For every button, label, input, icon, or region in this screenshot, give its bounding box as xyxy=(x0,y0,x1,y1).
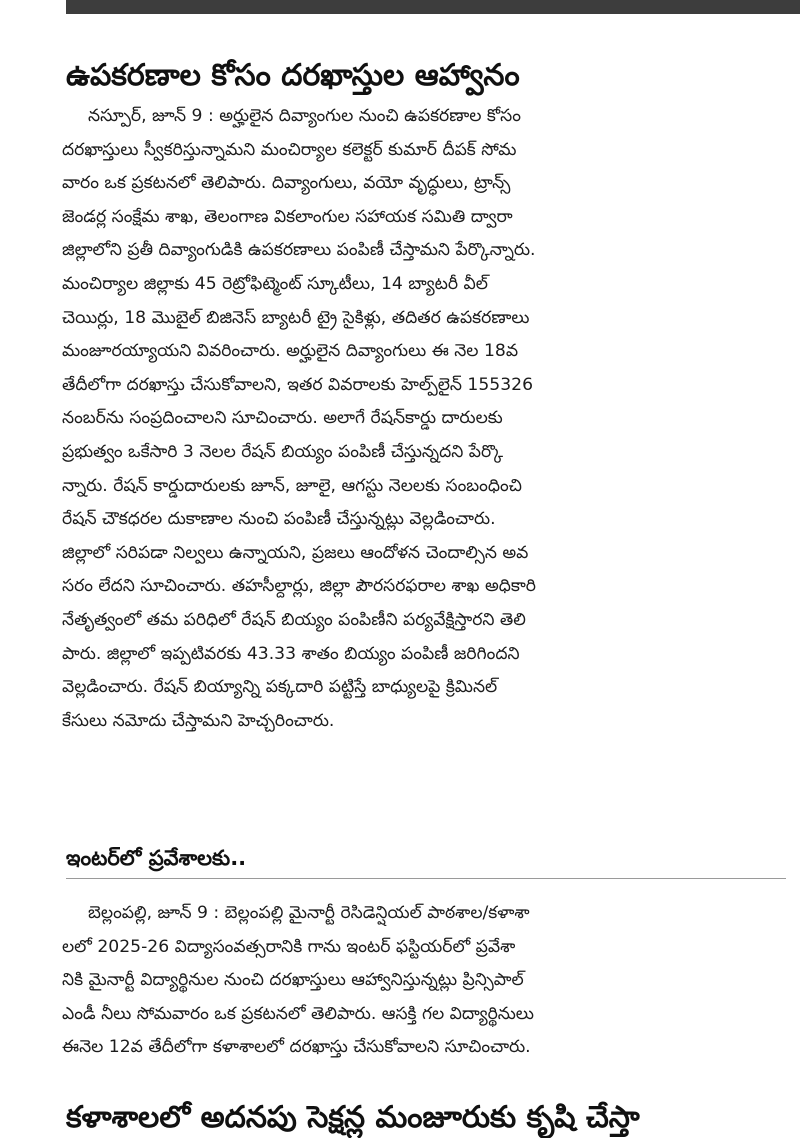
body-line: మంజూరయ్యాయని వివరించారు. అర్హులైన దివ్యాంగులు ఈ నెల 18వ xyxy=(62,341,519,362)
body-line: నంబర్‌ను సంప్రదించాలని సూచించారు. అలాగే రేషన్‌కార్డు దారులకు xyxy=(62,408,503,429)
body-line: నికి మైనార్టీ విద్యార్థినుల నుంచి దరఖాస్తులు ఆహ్వానిస్తున్నట్లు ప్రిన్సిపాల్ xyxy=(62,970,524,991)
body-line: జిల్లాలోని ప్రతీ దివ్యాంగుడికి ఉపకరణాలు పంపిణీ చేస్తామని పేర్కొన్నారు. xyxy=(62,240,536,261)
body-line: రేషన్ చౌకధరల దుకాణాల నుంచి పంపిణీ చేస్తున్నట్లు వెల్లడించారు. xyxy=(62,509,496,530)
article-headline: ఉపకరణాల కోసం దరఖాస్తుల ఆహ్వానం xyxy=(66,58,520,93)
body-line: నేతృత్వంలో తమ పరిధిలో రేషన్ బియ్యం పంపిణీని పర్యవేక్షిస్తారని తెలి xyxy=(62,609,526,630)
body-line: పారు. జిల్లాలో ఇప్పటివరకు 43.33 శాతం బియ్యం పంపిణీ జరిగిందని xyxy=(62,643,520,664)
article-body xyxy=(62,100,784,738)
body-line: చెయిర్లు, 18 మొబైల్ బిజినెస్ బ్యాటరీ ట్రై సైకిళ్లు, తదితర ఉపకరణాలు xyxy=(62,307,530,328)
body-line: న్నారు. రేషన్ కార్డుదారులకు జూన్, జూలై, ఆగస్టు నెలలకు సంబంధించి xyxy=(62,475,522,496)
section-divider xyxy=(66,878,786,879)
body-line: ప్రభుత్వం ఒకేసారి 3 నెలల రేషన్ బియ్యం పంపిణీ చేస్తున్నదని పేర్కొ xyxy=(62,441,504,462)
body-line: బెల్లంపల్లి, జూన్ 9 : బెల్లంపల్లి మైనార్టీ రెసిడెన్షియల్ పాఠశాల/కళాశా xyxy=(88,903,530,923)
body-line: వారం ఒక ప్రకటనలో తెలిపారు. దివ్యాంగులు, వయో వృద్ధులు, ట్రాన్స్ xyxy=(62,173,511,194)
section-body xyxy=(62,897,784,1065)
next-article-headline: కళాశాలలో అదనపు సెక్షన్ల మంజూరుకు కృషి చేస్తా xyxy=(66,1100,640,1135)
body-line: ఎండీ నీలు సోమవారం ఒక ప్రకటనలో తెలిపారు. ఆసక్తి గల విద్యార్థినులు xyxy=(62,1003,534,1024)
body-line: కేసులు నమోదు చేస్తామని హెచ్చరించారు. xyxy=(62,710,335,731)
top-rule-bar xyxy=(66,0,800,14)
body-line: మంచిర్యాల జిల్లాకు 45 రెట్రోఫిట్మెంట్ స్కూటీలు, 14 బ్యాటరీ వీల్ xyxy=(62,273,488,294)
body-line: దరఖాస్తులు స్వీకరిస్తున్నామని మంచిర్యాల కలెక్టర్ కుమార్ దీపక్ సోమ xyxy=(62,139,517,160)
section-subheading: ఇంటర్‌లో ప్రవేశాలకు.. xyxy=(66,846,247,870)
body-line: సరం లేదని సూచించారు. తహసీల్దార్లు, జిల్లా పౌరసరఫరాల శాఖ అధికారి xyxy=(62,576,536,597)
body-line: వెల్లడించారు. రేషన్ బియ్యాన్ని పక్కదారి పట్టిస్తే బాధ్యులపై క్రిమినల్ xyxy=(62,677,498,698)
body-line: ఈనెల 12వ తేదీలోగా కళాశాలలో దరఖాస్తు చేసుకోవాలని సూచించారు. xyxy=(62,1037,531,1058)
body-line: జిల్లాలో సరిపడా నిల్వలు ఉన్నాయని, ప్రజలు ఆందోళన చెందాల్సిన అవ xyxy=(62,542,529,563)
body-line: లలో 2025-26 విద్యాసంవత్సరానికి గాను ఇంటర్ ఫస్టియర్‌లో ప్రవేశా xyxy=(62,936,516,957)
body-line: నస్పూర్, జూన్ 9 : అర్హులైన దివ్యాంగుల నుంచి ఉపకరణాల కోసం xyxy=(88,106,521,126)
body-line: జెండర్ల సంక్షేమ శాఖ, తెలంగాణ వికలాంగుల సహాయక సమితి ద్వారా xyxy=(62,206,513,227)
body-line: తేదీలోగా దరఖాస్తు చేసుకోవాలని, ఇతర వివరాలకు హెల్ప్‌లైన్ 155326 xyxy=(62,374,534,395)
